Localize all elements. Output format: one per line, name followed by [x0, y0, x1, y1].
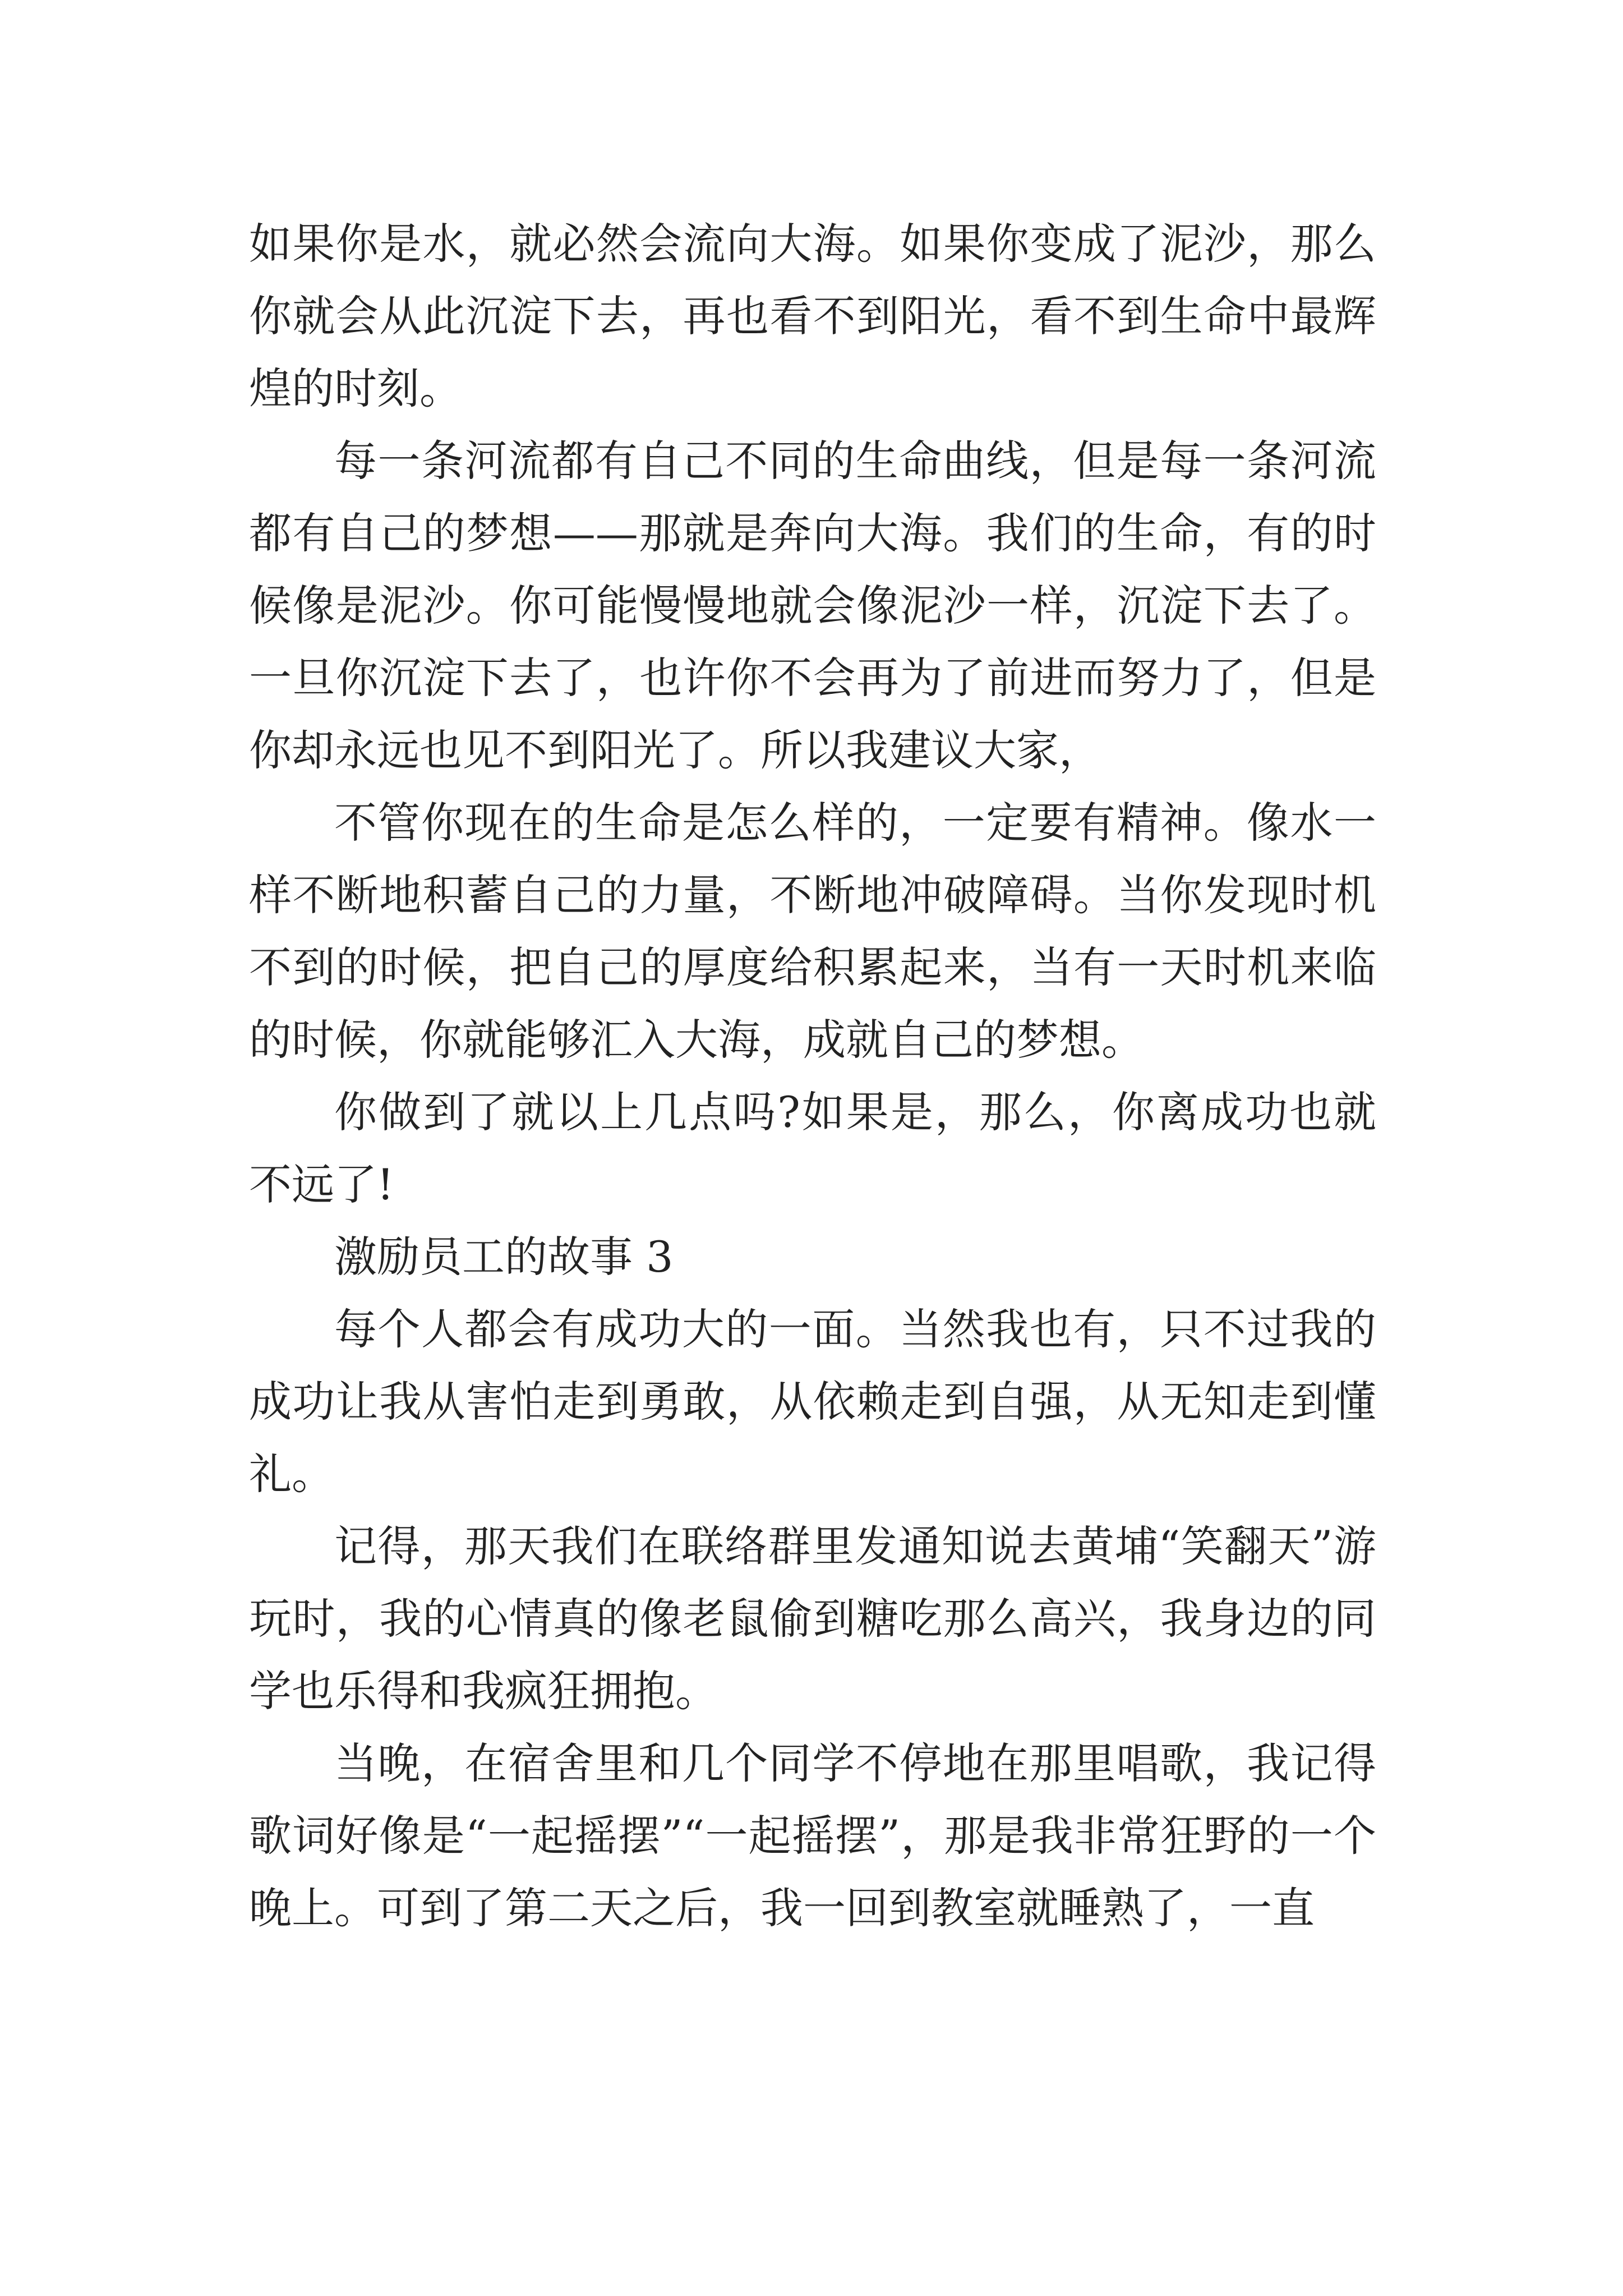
paragraph: 每一条河流都有自己不同的生命曲线，但是每一条河流都有自己的梦想——那就是奔向大海。我们的生命，有的时候像是泥沙。你可能慢慢地就会像泥沙一样，沉淀下去了。一旦你沉淀下去了，也许你不会再为了前进而努力了，但是你却永远也见不到阳光了。所以我建议大家，	[249, 436, 1376, 775]
paragraph: 你做到了就以上几点吗?如果是，那么，你离成功也就不远了!	[249, 1087, 1376, 1209]
paragraph: 不管你现在的生命是怎么样的，一定要有精神。像水一样不断地积蓄自己的力量，不断地冲破障碍。当你发现时机不到的时候，把自己的厚度给积累起来，当有一天时机来临的时候，你就能够汇入大海，成就自己的梦想。	[249, 798, 1376, 1065]
document-body	[249, 208, 1376, 1944]
paragraph: 如果你是水，就必然会流向大海。如果你变成了泥沙，那么你就会从此沉淀下去，再也看不到阳光，看不到生命中最辉煌的时刻。	[249, 219, 1376, 413]
paragraph: 每个人都会有成功大的一面。当然我也有，只不过我的成功让我从害怕走到勇敢，从依赖走到自强，从无知走到懂礼。	[249, 1304, 1376, 1499]
paragraph: 当晚，在宿舍里和几个同学不停地在那里唱歌，我记得歌词好像是“一起摇摆”“一起摇摆”，那是我非常狂野的一个晚上。可到了第二天之后，我一回到教室就睡熟了，一直	[249, 1738, 1376, 1933]
paragraph: 记得，那天我们在联络群里发通知说去黄埔“笑翻天”游玩时，我的心情真的像老鼠偷到糖吃那么高兴，我身边的同学也乐得和我疯狂拥抱。	[249, 1521, 1376, 1716]
section-heading: 激励员工的故事 3	[334, 1232, 674, 1282]
